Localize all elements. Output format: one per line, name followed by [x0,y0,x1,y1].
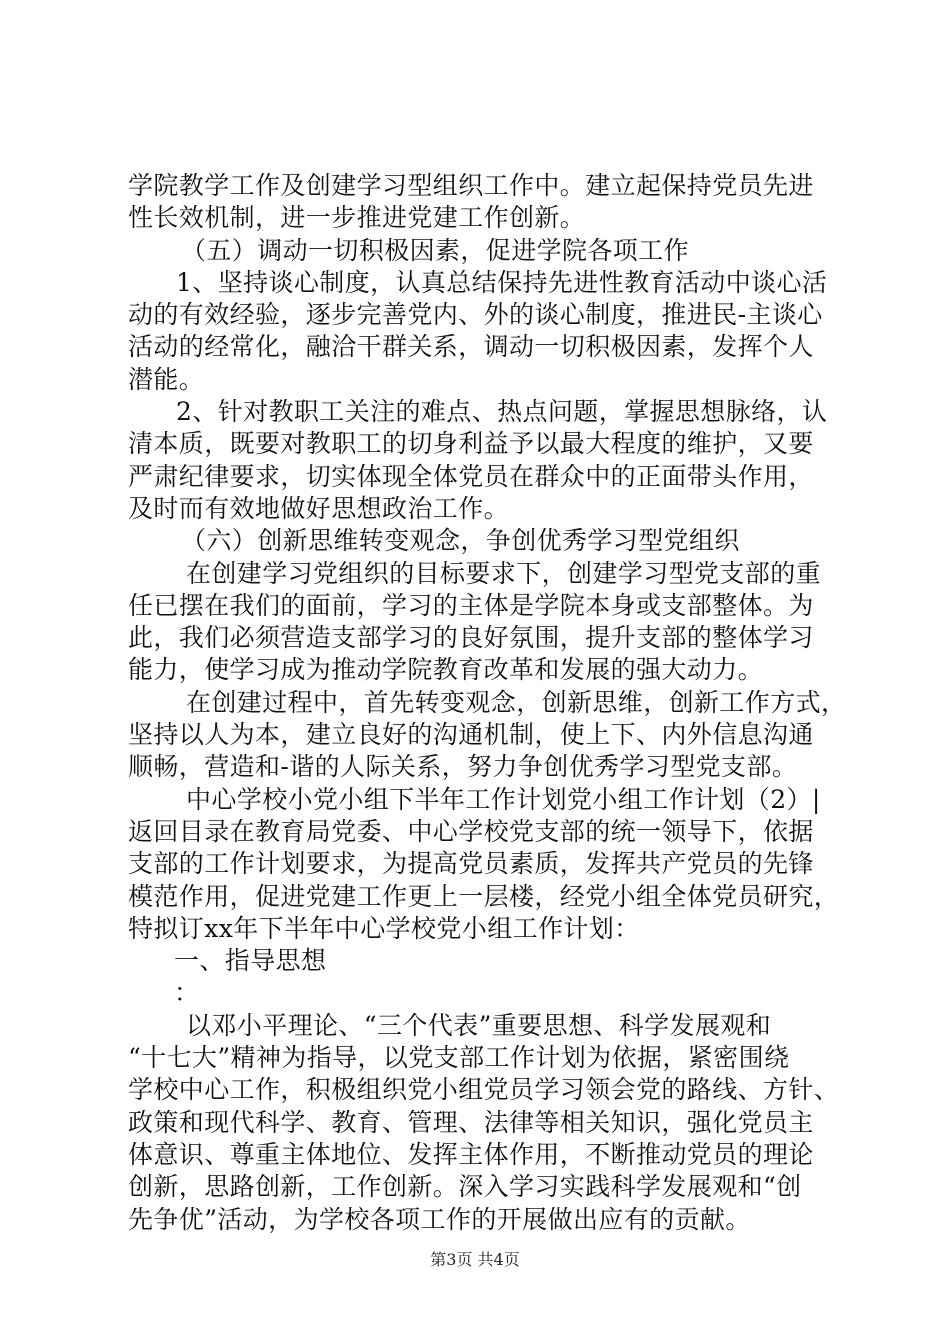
text-line: 学校中心工作，积极组织党小组党员学习领会党的路线、方针、 [128,1075,840,1105]
text-line: 1、坚持谈心制度，认真总结保持先进性教育活动中谈心活 [176,267,828,297]
text-line: 模范作用，促进党建工作更上一层楼，经党小组全体党员研究， [128,881,840,911]
text-line: 中心学校小党小组下半年工作计划党小组工作计划（2）| [186,784,821,814]
text-line: 体意识、尊重主体地位、发挥主体作用，不断推动党员的理论 [128,1139,814,1169]
section-heading: （六）创新思维转变观念，争创优秀学习型党组织 [181,526,740,556]
text-line: “十七大”精神为指导，以党支部工作计划为依据，紧密围绕 [128,1043,790,1073]
text-line: 在创建学习党组织的目标要求下，创建学习型党支部的重 [186,558,822,588]
section-heading: 一、指导思想 [174,946,327,976]
section-heading: （五）调动一切积极因素，促进学院各项工作 [181,235,690,265]
text-line: 创新，思路创新，工作创新。深入学习实践科学发展观和“创 [128,1172,802,1202]
text-line: 及时而有效地做好思想政治工作。 [128,493,510,523]
text-line: 特拟订xx年下半年中心学校党小组工作计划： [128,913,640,943]
text-line: 活动的经常化，融洽干群关系，调动一切积极因素，发挥个人 [128,332,814,362]
text-line: 严肃纪律要求，切实体现全体党员在群众中的正面带头作用， [128,461,814,491]
text-line: 能力，使学习成为推动学院教育改革和发展的强大动力。 [128,655,764,685]
document-body [128,170,848,1236]
text-line: 先争优”活动，为学校各项工作的开展做出应有的贡献。 [128,1204,751,1234]
text-line: 返回目录在教育局党委、中心学校党支部的统一领导下，依据 [128,816,814,846]
text-line: 动的有效经验，逐步完善党内、外的谈心制度，推进民-主谈心 [128,300,823,330]
page-number-footer: 第3页 共4页 [430,1250,520,1269]
text-line: 顺畅，营造和-谐的人际关系，努力争创优秀学习型党支部。 [128,752,798,782]
text-line: 支部的工作计划要求，为提高党员素质，发挥共产党员的先锋 [128,849,814,879]
text-line: 政策和现代科学、教育、管理、法律等相关知识，强化党员主 [128,1107,814,1137]
text-line: 学院教学工作及创建学习型组织工作中。建立起保持党员先进 [128,171,814,200]
text-line: 以邓小平理论、“三个代表”重要思想、科学发展观和 [186,1010,772,1040]
text-line: 性长效机制，进一步推进党建工作创新。 [128,203,586,233]
text-line: 此，我们必须营造支部学习的良好氛围，提升支部的整体学习 [128,623,814,653]
text-line: 清本质，既要对教职工的切身利益予以最大程度的维护，又要 [128,429,814,459]
text-line: ： [174,978,200,1008]
text-line: 在创建过程中，首先转变观念，创新思维，创新工作方式， [186,687,847,717]
text-line: 任已摆在我们的面前，学习的主体是学院本身或支部整体。为 [128,590,814,620]
text-line: 坚持以人为本，建立良好的沟通机制，使上下、内外信息沟通 [128,720,814,750]
text-line: 2、针对教职工关注的难点、热点问题，掌握思想脉络，认 [176,397,828,427]
text-line: 潜能。 [128,364,205,394]
